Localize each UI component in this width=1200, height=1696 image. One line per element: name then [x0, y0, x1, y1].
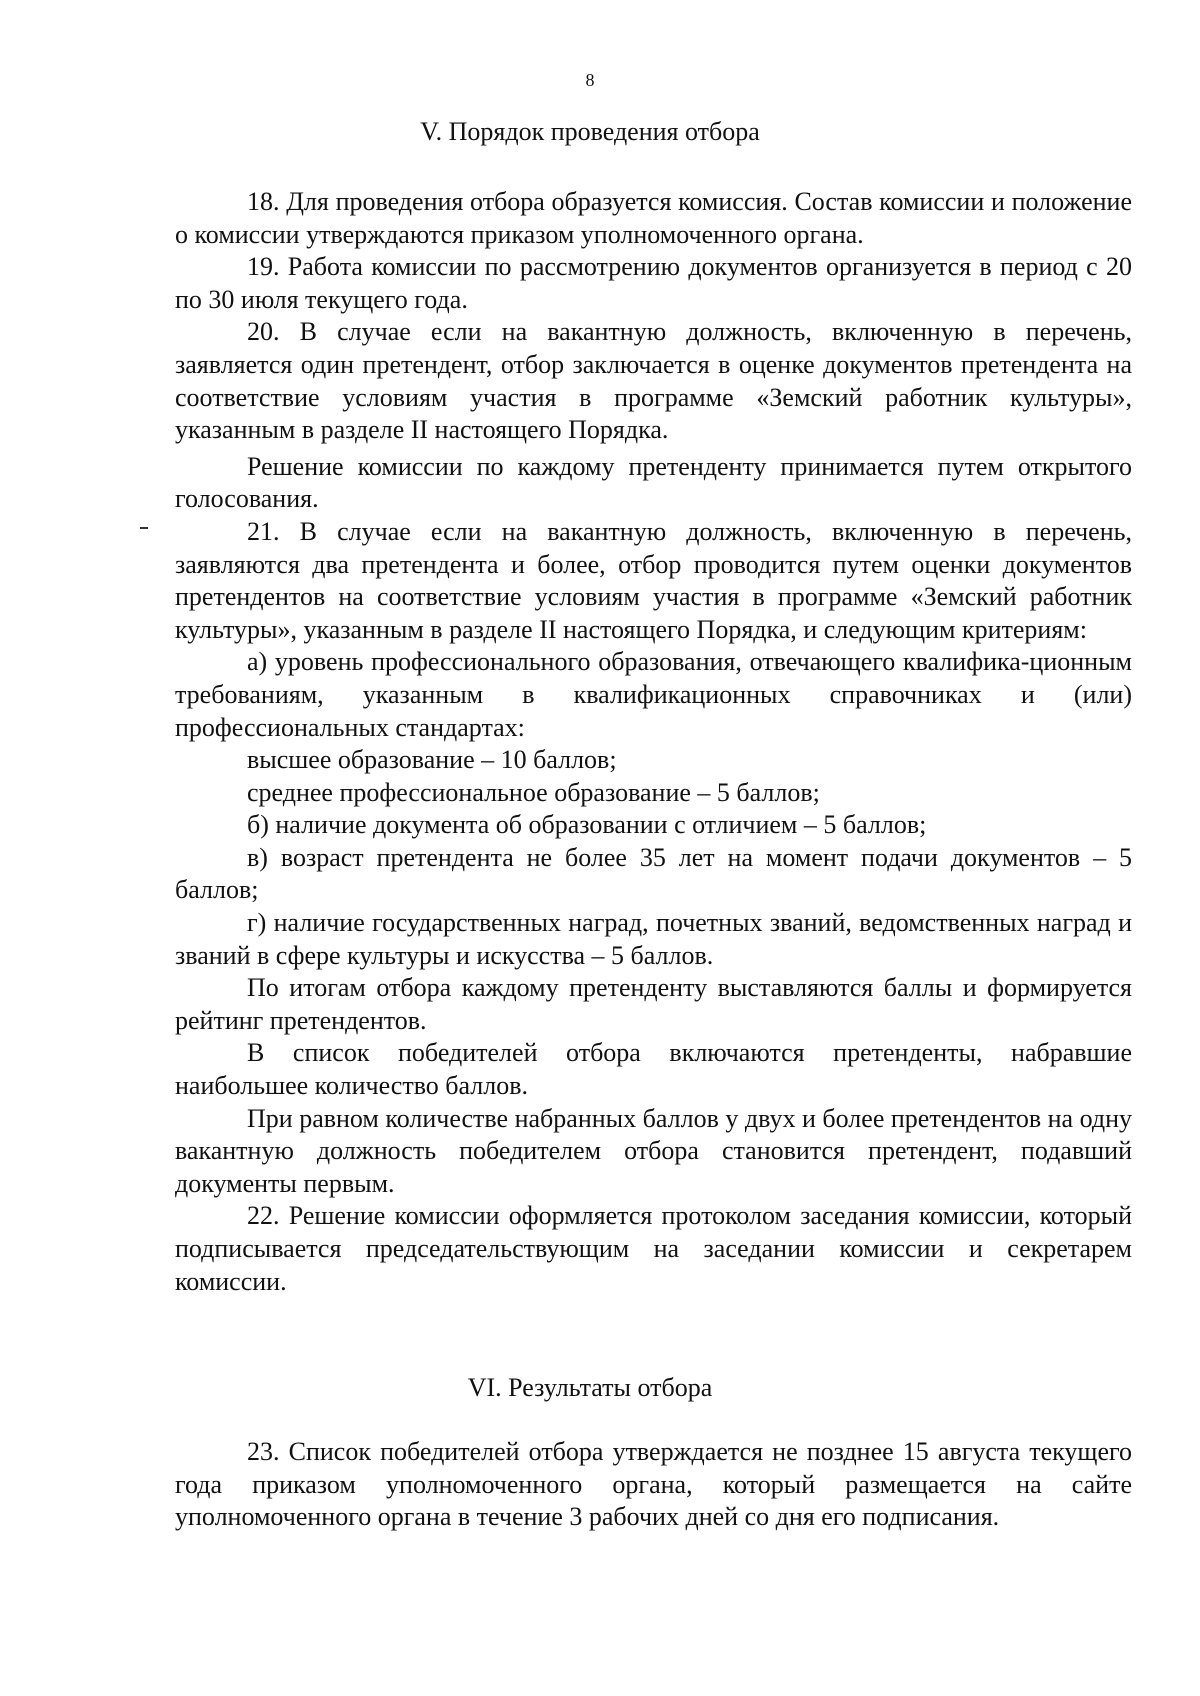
- paragraph-21: 21. В случае если на вакантную должность, включенную в перечень, заявляются два претендента и более, отбор проводится путем оценки документов претендентов на соответствие условиям участия в программе «Земский работник культуры», указанным в разделе II настоящего Порядка, и следующим критериям:: [175, 516, 1132, 644]
- criterion-a-higher: высшее образование – 10 баллов;: [247, 745, 617, 775]
- criterion-v: в) возраст претендента не более 35 лет на момент подачи документов – 5 баллов;: [175, 842, 1132, 905]
- paragraph-22: 22. Решение комиссии оформляется протоколом заседания комиссии, который подписывается председательствующим на заседании комиссии и секретарем комиссии.: [175, 1201, 1132, 1296]
- page-number: 8: [585, 70, 595, 90]
- section-v-body: [175, 186, 1132, 1298]
- section-vi-body: [175, 1436, 1132, 1534]
- section-vi-title: VI. Результаты отбора: [467, 1373, 713, 1402]
- paragraph-19: 19. Работа комиссии по рассмотрению документов организуется в период с 20 по 30 июля текущего года.: [175, 252, 1132, 314]
- paragraph-tie: При равном количестве набранных баллов у двух и более претендентов на одну вакантную должность победителем отбора становится претендент, подавший документы первым.: [175, 1103, 1132, 1198]
- paragraph-20: 20. В случае если на вакантную должность, включенную в перечень, заявляется один претендент, отбор заключается в оценке документов претендента на соответствие условиям участия в программе «Земский работник культуры», указанным в разделе II настоящего Порядка.: [175, 317, 1132, 445]
- paragraph-23: 23. Список победителей отбора утверждается не позднее 15 августа текущего года приказом уполномоченного органа, который размещается на сайте уполномоченного органа в течение 3 рабочих дней со дня его подписания.: [175, 1437, 1132, 1532]
- criterion-a-secondary: среднее профессиональное образование – 5 баллов;: [247, 777, 820, 807]
- paragraph-winners: В список победителей отбора включаются претенденты, набравшие наибольшее количество баллов.: [175, 1038, 1132, 1101]
- criterion-b: б) наличие документа об образовании с отличием – 5 баллов;: [247, 810, 927, 840]
- paragraph-20-decision: Решение комиссии по каждому претенденту принимается путем открытого голосования.: [175, 451, 1132, 514]
- criterion-a: а) уровень профессионального образования, отвечающего квалифика-ционным требованиям, указанным в квалификационных справочниках и (или) профессиональных стандартах:: [175, 647, 1132, 742]
- section-v-title: V. Порядок проведения отбора: [420, 117, 760, 146]
- paragraph-rating: По итогам отбора каждому претенденту выставляются баллы и формируется рейтинг претендентов.: [175, 973, 1132, 1035]
- paragraph-18: 18. Для проведения отбора образуется комиссия. Состав комиссии и положение о комиссии утверждаются приказом уполномоченного органа.: [175, 187, 1132, 249]
- margin-mark: [140, 527, 148, 529]
- criterion-g: г) наличие государственных наград, почетных званий, ведомственных наград и званий в сфере культуры и искусства – 5 баллов.: [175, 908, 1132, 970]
